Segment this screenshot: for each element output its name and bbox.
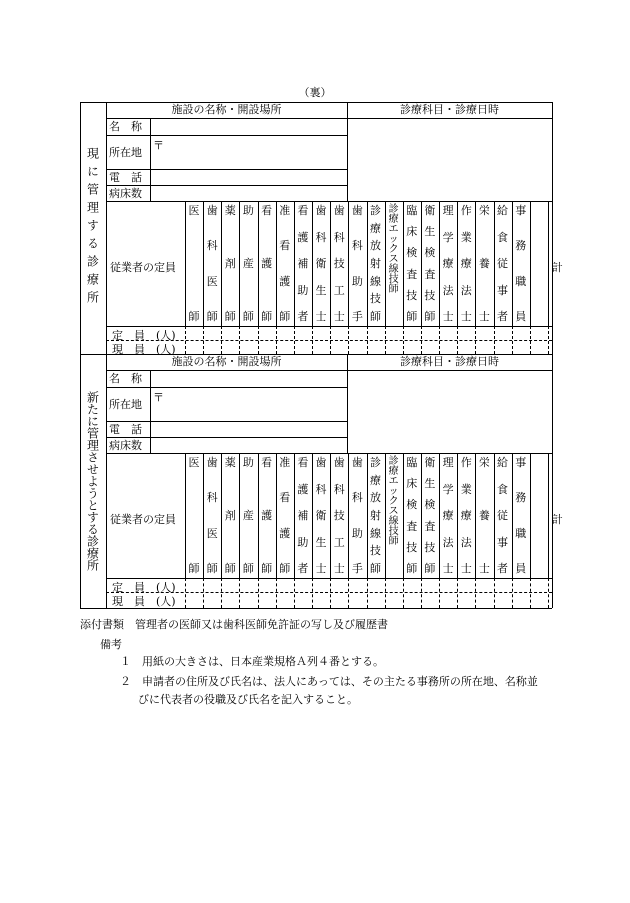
- staff-type-char: 生: [315, 283, 327, 297]
- staff-type-char: 務: [515, 491, 527, 505]
- staff-type-char: 者: [297, 310, 309, 323]
- staff-type-char: 者: [497, 310, 508, 323]
- staff-type-char: 師: [370, 309, 381, 323]
- staff-type-header: [258, 205, 276, 322]
- staff-type-char: 事: [497, 283, 508, 297]
- current-label: 現 員 (人): [112, 343, 176, 356]
- frame-right: [552, 102, 553, 354]
- phone-label: 電 話: [109, 171, 142, 184]
- staff-type-char: ク: [388, 496, 399, 507]
- staff-type-char: 臨: [406, 204, 418, 217]
- staff-type-char: 看: [297, 456, 309, 469]
- staff-type-char: ス: [388, 506, 399, 517]
- staff-type-header: [312, 205, 330, 322]
- staff-type-char: 食: [497, 482, 508, 496]
- staff-type-char: 養: [478, 257, 490, 270]
- staff-type-char: 歯: [351, 204, 363, 217]
- staff-type-char: 科: [315, 230, 327, 244]
- staff-type-char: 科: [315, 482, 327, 496]
- staff-type-char: 食: [497, 230, 508, 244]
- quota-label: 定 員 (人): [112, 581, 176, 594]
- staff-type-header: [439, 205, 457, 322]
- staff-type-char: 手: [351, 561, 363, 575]
- header-rule: [106, 370, 552, 371]
- count-col-divider: [403, 578, 404, 608]
- staff-type-char: 歯: [315, 456, 327, 469]
- staff-type-header: [348, 457, 366, 574]
- staff-type-char: 給: [497, 204, 508, 217]
- side-divider: [106, 354, 107, 608]
- staff-type-char: 技: [333, 257, 345, 270]
- staff-type-char: 法: [460, 283, 472, 297]
- staff-type-char: ッ: [388, 486, 399, 497]
- staff-type-header: [312, 457, 330, 574]
- staff-type-header: [239, 205, 257, 322]
- staff-type-char: 士: [333, 562, 345, 575]
- staff-type-char: 師: [242, 310, 254, 323]
- staff-type-char: 診: [370, 204, 381, 217]
- name-label: 名 称: [109, 120, 142, 133]
- staff-type-char: 検: [406, 498, 418, 512]
- staff-type-char: 員: [515, 561, 527, 575]
- count-col-divider: [312, 578, 313, 608]
- note-1: １ 用紙の大きさは、日本産業規格Ａ列４番とする。: [120, 655, 384, 668]
- count-col-divider: [421, 578, 422, 608]
- info-label-divider: [150, 118, 151, 201]
- staff-type-char: 師: [388, 536, 399, 547]
- staff-type-header: [385, 205, 403, 322]
- staff-type-char: エ: [388, 476, 399, 487]
- staff-type-char: 護: [297, 482, 309, 496]
- staff-type-char: 師: [224, 310, 236, 323]
- count-col-divider: [530, 578, 531, 608]
- staff-type-char: 士: [460, 562, 472, 575]
- staff-type-header: [512, 205, 530, 322]
- total-label: 計: [551, 513, 563, 526]
- count-col-divider: [258, 578, 259, 608]
- staff-type-char: 検: [424, 246, 436, 260]
- staff-type-char: 放: [370, 491, 381, 505]
- staff-type-char: 科: [351, 491, 363, 505]
- staff-col-divider: [530, 201, 531, 326]
- staff-type-header: [494, 457, 512, 574]
- count-col-divider: [494, 578, 495, 608]
- info-row-rule: [106, 169, 347, 170]
- address-label: 所在地: [109, 146, 142, 159]
- staff-type-char: 助: [242, 456, 254, 469]
- count-col-divider: [457, 578, 458, 608]
- staff-type-header: [330, 457, 348, 574]
- staff-type-header: [494, 205, 512, 322]
- staff-type-char: 師: [370, 561, 381, 575]
- count-col-divider: [348, 578, 349, 608]
- staff-type-char: 技: [388, 274, 399, 285]
- staff-type-char: 栄: [478, 456, 490, 469]
- staff-type-char: 技: [406, 288, 418, 302]
- staff-type-header: [367, 205, 385, 322]
- staff-type-char: 師: [242, 562, 254, 575]
- staff-type-char: 療: [388, 214, 399, 225]
- staff-type-char: 助: [351, 526, 363, 540]
- staff-type-char: 士: [478, 310, 490, 323]
- notes-heading: 備考: [100, 638, 122, 651]
- staff-type-header: [221, 457, 239, 574]
- staff-type-char: 診: [370, 456, 381, 469]
- staff-type-header: [294, 457, 312, 574]
- staff-type-char: 衛: [424, 204, 436, 217]
- staff-type-char: 師: [188, 562, 200, 575]
- staff-type-char: 医: [188, 204, 200, 217]
- staff-type-char: 者: [297, 562, 309, 575]
- staff-type-char: 臨: [406, 456, 418, 469]
- info-label-divider: [150, 370, 151, 453]
- staff-type-char: 師: [388, 284, 399, 295]
- staff-type-header: [439, 457, 457, 574]
- staff-type-char: 補: [297, 509, 309, 522]
- total-count-divider: [548, 578, 549, 608]
- staff-type-header: [421, 457, 439, 574]
- staff-type-char: 床: [406, 225, 418, 239]
- count-col-divider: [385, 578, 386, 608]
- staff-type-char: 看: [279, 491, 291, 505]
- staff-type-char: 査: [424, 267, 436, 281]
- staff-type-char: 士: [442, 310, 454, 323]
- clinic-type-label: 新たに管理させようとする診療所: [85, 391, 100, 571]
- staff-type-char: 産: [242, 509, 254, 522]
- staff-type-char: 看: [297, 204, 309, 217]
- staff-type-char: 放: [370, 239, 381, 253]
- staff-type-char: 准: [279, 204, 291, 217]
- employee-quota-label: 従業者の定員: [110, 261, 176, 274]
- staff-type-char: 線: [370, 274, 381, 288]
- staff-type-char: 作: [460, 456, 472, 469]
- facility-header: 施設の名称・開設場所: [171, 103, 282, 116]
- staff-type-char: 床: [406, 477, 418, 491]
- staff-type-char: 護: [279, 274, 291, 288]
- staff-type-char: 歯: [206, 204, 218, 217]
- staff-type-char: 査: [406, 267, 418, 281]
- postal-mark: 〒: [153, 391, 164, 404]
- staff-type-char: 業: [460, 230, 472, 244]
- staff-type-char: ク: [388, 244, 399, 255]
- staff-type-header: [457, 205, 475, 322]
- staff-type-char: 科: [206, 491, 218, 505]
- staff-type-char: 療: [460, 257, 472, 270]
- staff-type-char: 科: [206, 239, 218, 253]
- dept-header: 診療科目・診療日時: [400, 103, 499, 116]
- staff-type-char: 看: [279, 239, 291, 253]
- beds-label: 病床数: [109, 439, 142, 452]
- staff-type-char: 給: [497, 456, 508, 469]
- staff-type-char: 業: [460, 482, 472, 496]
- staff-type-char: 診: [388, 204, 399, 215]
- staff-type-char: 生: [424, 225, 436, 239]
- page-title: （裏）: [298, 86, 332, 99]
- staff-type-char: 産: [242, 257, 254, 270]
- staff-type-header: [276, 205, 294, 322]
- staff-type-header: [185, 457, 203, 574]
- staff-type-char: 栄: [478, 204, 490, 217]
- staff-type-char: 師: [406, 561, 418, 575]
- staff-type-char: 検: [406, 246, 418, 260]
- staff-type-char: 科: [333, 482, 345, 496]
- staff-type-char: 作: [460, 204, 472, 217]
- staff-type-char: 護: [297, 230, 309, 244]
- staff-type-char: 職: [515, 526, 527, 540]
- count-col-divider: [185, 578, 186, 608]
- staff-type-char: 護: [261, 509, 273, 522]
- staff-type-char: 師: [261, 562, 273, 575]
- count-col-divider: [330, 578, 331, 608]
- staff-type-char: 師: [424, 561, 436, 575]
- staff-type-char: 士: [460, 310, 472, 323]
- note-2: ２ 申請者の住所及び氏名は、法人にあっては、その主たる事務所の所在地、名称並: [120, 675, 538, 688]
- staff-type-char: 査: [406, 519, 418, 533]
- attachments-line: 添付書類 管理者の医師又は歯科医師免許証の写し及び履歴書: [80, 618, 388, 631]
- staff-type-char: 歯: [351, 456, 363, 469]
- staff-type-char: 技: [333, 509, 345, 522]
- staff-type-char: 事: [515, 456, 527, 469]
- staff-type-header: [348, 205, 366, 322]
- staff-type-char: 衛: [315, 257, 327, 270]
- staff-type-header: [203, 457, 221, 574]
- staff-type-char: 医: [206, 526, 218, 540]
- staff-type-header: [185, 205, 203, 322]
- dept-header: 診療科目・診療日時: [400, 355, 499, 368]
- staff-type-char: 検: [424, 498, 436, 512]
- name-label: 名 称: [109, 372, 142, 385]
- info-row-rule: [106, 387, 347, 388]
- staff-type-header: [475, 457, 493, 574]
- staff-type-header: [385, 457, 403, 574]
- staff-type-header: [294, 205, 312, 322]
- clinic-block-current: [80, 102, 563, 356]
- staff-type-char: 理: [442, 456, 454, 469]
- staff-type-char: 学: [442, 482, 454, 496]
- staff-type-char: 剤: [224, 509, 236, 522]
- count-col-divider: [203, 578, 204, 608]
- facility-header: 施設の名称・開設場所: [171, 355, 282, 368]
- staff-type-char: 従: [497, 509, 508, 522]
- staff-type-header: [221, 205, 239, 322]
- staff-type-char: 衛: [424, 456, 436, 469]
- staff-type-header: [457, 457, 475, 574]
- frame-right: [552, 354, 553, 608]
- staff-type-char: 医: [188, 456, 200, 469]
- staff-type-header: [421, 205, 439, 322]
- staff-type-char: 生: [424, 477, 436, 491]
- staff-type-header: [203, 205, 221, 322]
- staff-type-char: 師: [261, 310, 273, 323]
- count-col-divider: [294, 578, 295, 608]
- count-col-divider: [512, 578, 513, 608]
- staff-type-char: 護: [279, 526, 291, 540]
- staff-type-char: 歯: [315, 204, 327, 217]
- staff-type-char: 職: [515, 274, 527, 288]
- staff-type-char: 生: [315, 535, 327, 549]
- total-col-divider: [548, 453, 549, 578]
- count-col-divider: [239, 578, 240, 608]
- staff-type-char: 法: [460, 535, 472, 549]
- beds-label: 病床数: [109, 187, 142, 200]
- staff-type-char: 科: [351, 239, 363, 253]
- staff-type-char: 助: [297, 283, 309, 297]
- staff-type-char: 線: [370, 526, 381, 540]
- staff-type-header: [475, 205, 493, 322]
- quota-label: 定 員 (人): [112, 329, 176, 342]
- address-label: 所在地: [109, 398, 142, 411]
- clinic-type-label: 現に管理する診療所: [85, 147, 100, 309]
- staff-type-header: [403, 205, 421, 322]
- total-col-divider: [548, 201, 549, 326]
- count-col-divider: [276, 578, 277, 608]
- staff-type-char: 護: [261, 257, 273, 270]
- staff-type-char: 師: [206, 309, 218, 323]
- staff-type-char: 射: [370, 256, 381, 270]
- postal-mark: 〒: [153, 139, 164, 152]
- staff-type-char: 医: [206, 274, 218, 288]
- staff-type-char: 薬: [224, 456, 236, 469]
- side-divider: [106, 102, 107, 354]
- staff-type-char: 助: [242, 204, 254, 217]
- beds-row-rule: [106, 453, 552, 454]
- staff-type-char: 補: [297, 257, 309, 270]
- staff-type-char: 診: [388, 456, 399, 467]
- staff-type-char: 技: [370, 292, 381, 306]
- staff-type-char: 技: [388, 526, 399, 537]
- info-row-rule: [106, 185, 347, 186]
- staff-type-char: 療: [370, 221, 381, 235]
- staff-type-char: 療: [442, 257, 454, 270]
- staff-type-header: [403, 457, 421, 574]
- staff-type-char: 士: [333, 310, 345, 323]
- staff-type-char: ッ: [388, 234, 399, 245]
- staff-type-char: 事: [497, 535, 508, 549]
- header-rule: [106, 118, 552, 119]
- current-label: 現 員 (人): [112, 595, 176, 608]
- staff-type-char: 士: [478, 562, 490, 575]
- employee-quota-label: 従業者の定員: [110, 513, 176, 526]
- staff-type-char: 師: [279, 309, 291, 323]
- staff-type-char: 師: [424, 309, 436, 323]
- staff-type-header: [512, 457, 530, 574]
- count-col-divider: [221, 578, 222, 608]
- staff-type-char: 師: [279, 561, 291, 575]
- staff-type-char: 療: [442, 509, 454, 522]
- staff-type-char: 助: [351, 274, 363, 288]
- staff-type-char: ス: [388, 254, 399, 265]
- staff-type-char: 師: [206, 561, 218, 575]
- staff-type-header: [367, 457, 385, 574]
- staff-type-char: 看: [261, 456, 273, 469]
- phone-label: 電 話: [109, 423, 142, 436]
- staff-type-char: 療: [370, 473, 381, 487]
- staff-type-char: 工: [333, 283, 345, 297]
- staff-type-char: 療: [460, 509, 472, 522]
- staff-type-header: [258, 457, 276, 574]
- staff-type-char: 法: [442, 535, 454, 549]
- staff-type-char: 線: [388, 516, 399, 527]
- staff-type-char: 士: [442, 562, 454, 575]
- staff-type-char: 学: [442, 230, 454, 244]
- staff-type-char: 手: [351, 309, 363, 323]
- staff-type-char: 師: [224, 562, 236, 575]
- count-col-divider: [475, 578, 476, 608]
- staff-type-char: 査: [424, 519, 436, 533]
- staff-type-char: 技: [406, 540, 418, 554]
- staff-type-char: 者: [497, 562, 508, 575]
- staff-type-char: 養: [478, 509, 490, 522]
- staff-type-char: 剤: [224, 257, 236, 270]
- note-2-cont: びに代表者の役職及び氏名を記入すること。: [138, 693, 358, 706]
- staff-type-char: 事: [515, 204, 527, 217]
- staff-type-char: 歯: [333, 204, 345, 217]
- staff-type-char: 射: [370, 508, 381, 522]
- staff-type-char: 歯: [333, 456, 345, 469]
- staff-type-char: 技: [370, 544, 381, 558]
- staff-type-char: 薬: [224, 204, 236, 217]
- staff-type-char: 理: [442, 204, 454, 217]
- staff-type-char: 助: [297, 535, 309, 549]
- staff-col-divider: [530, 453, 531, 578]
- staff-type-char: 歯: [206, 456, 218, 469]
- info-row-rule: [106, 437, 347, 438]
- staff-type-char: 法: [442, 283, 454, 297]
- clinic-block-new: [80, 354, 563, 608]
- staff-type-char: 従: [497, 257, 508, 270]
- staff-type-char: 技: [424, 288, 436, 302]
- staff-type-char: 准: [279, 456, 291, 469]
- staff-type-header: [276, 457, 294, 574]
- total-label: 計: [551, 261, 563, 274]
- staff-type-char: 員: [515, 309, 527, 323]
- count-col-divider: [439, 578, 440, 608]
- staff-type-char: 士: [315, 310, 327, 323]
- count-col-divider: [367, 578, 368, 608]
- staff-type-char: 科: [333, 230, 345, 244]
- staff-type-char: エ: [388, 224, 399, 235]
- staff-type-char: 工: [333, 535, 345, 549]
- staff-type-header: [239, 457, 257, 574]
- staff-type-char: 士: [315, 562, 327, 575]
- staff-type-char: 療: [388, 466, 399, 477]
- staff-type-char: 師: [188, 310, 200, 323]
- staff-type-char: 務: [515, 239, 527, 253]
- staff-type-char: 線: [388, 264, 399, 275]
- beds-row-rule: [106, 201, 552, 202]
- staff-type-char: 看: [261, 204, 273, 217]
- staff-type-char: 衛: [315, 509, 327, 522]
- info-row-rule: [106, 135, 347, 136]
- staff-type-char: 師: [406, 309, 418, 323]
- info-row-rule: [106, 421, 347, 422]
- staff-type-header: [330, 205, 348, 322]
- staff-type-char: 技: [424, 540, 436, 554]
